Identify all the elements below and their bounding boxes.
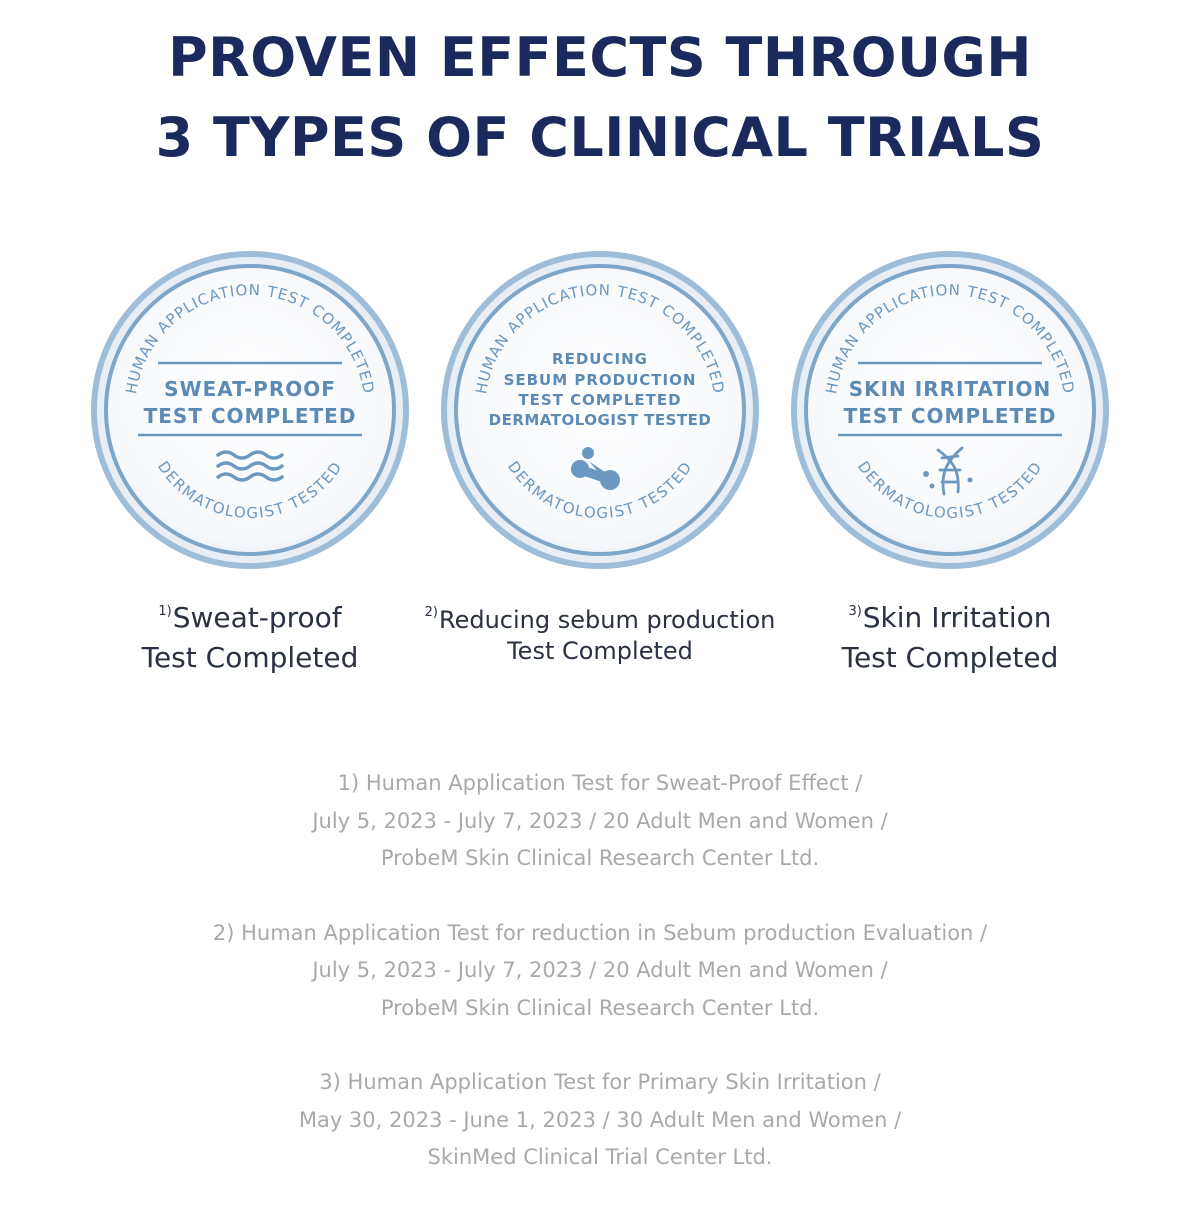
footnote-marker: 2) [424,605,438,620]
footnote-2 [0,915,1200,1028]
badge-center-line: SEBUM PRODUCTION [503,371,697,389]
badge-bottom-arc-text: DERMATOLOGIST TESTED [153,457,347,523]
badge-center-line: TEST COMPLETED [843,404,1057,428]
caption-line: Skin Irritation [862,601,1052,634]
footnote-line: July 5, 2023 - July 7, 2023 / 20 Adult Men and Women / [312,958,888,982]
badge-top-arc-text: HUMAN APPLICATION TEST COMPLETED [122,280,378,396]
sweat-proof-badge [90,250,410,570]
badge-bottom-arc-text: DERMATOLOGIST TESTED [503,457,697,523]
badge-center-line: SKIN IRRITATION [848,377,1052,401]
sebum-reduction-badge [440,250,760,570]
badge-center-line: DERMATOLOGIST TESTED [488,411,712,429]
footnote-line: SkinMed Clinical Trial Center Ltd. [427,1145,773,1169]
badge-top-arc-text: HUMAN APPLICATION TEST COMPLETED [472,280,728,396]
page-headline [0,18,1200,178]
badge-center-line: REDUCING [552,350,648,368]
skin-irritation-caption [790,592,1110,678]
footnote-line: ProbeM Skin Clinical Research Center Ltd. [380,995,820,1020]
caption-line: Test Completed [507,637,693,665]
badge-top-arc-text: HUMAN APPLICATION TEST COMPLETED [822,280,1078,396]
footnote-1 [0,765,1200,878]
sweat-proof-caption [90,592,410,678]
footnote-line: July 5, 2023 - July 7, 2023 / 20 Adult Men and Women / [312,808,888,833]
headline-line-1: PROVEN EFFECTS THROUGH [168,26,1032,89]
badge-bottom-arc-text: DERMATOLOGIST TESTED [853,457,1047,523]
caption-line: Reducing sebum production [439,606,776,634]
badge-center-line: TEST COMPLETED [143,404,357,428]
footnote-line: May 30, 2023 - June 1, 2023 / 30 Adult Men and Women / [298,1107,902,1132]
badge-center-line: TEST COMPLETED [518,391,682,409]
footnote-marker: 3) [848,604,862,619]
caption-line: Test Completed [141,641,359,674]
footnote-3 [0,1064,1200,1177]
caption-line: Test Completed [841,641,1059,674]
footnotes [0,765,1200,1214]
caption-line: Sweat-proof [172,601,342,634]
footnote-line: 3) Human Application Test for Primary Skin Irritation / [319,1070,881,1094]
badge-center-line: SWEAT-PROOF [164,377,336,401]
footnote-line: ProbeM Skin Clinical Research Center Ltd. [380,846,820,870]
skin-irritation-badge [790,250,1110,570]
sebum-caption [400,597,800,667]
headline-line-2: 3 TYPES OF CLINICAL TRIALS [155,106,1045,169]
footnote-marker: 1) [158,604,172,619]
footnote-line: 1) Human Application Test for Sweat-Proof Effect / [337,771,863,795]
footnote-line: 2) Human Application Test for reduction in Sebum production Evaluation / [212,920,988,945]
